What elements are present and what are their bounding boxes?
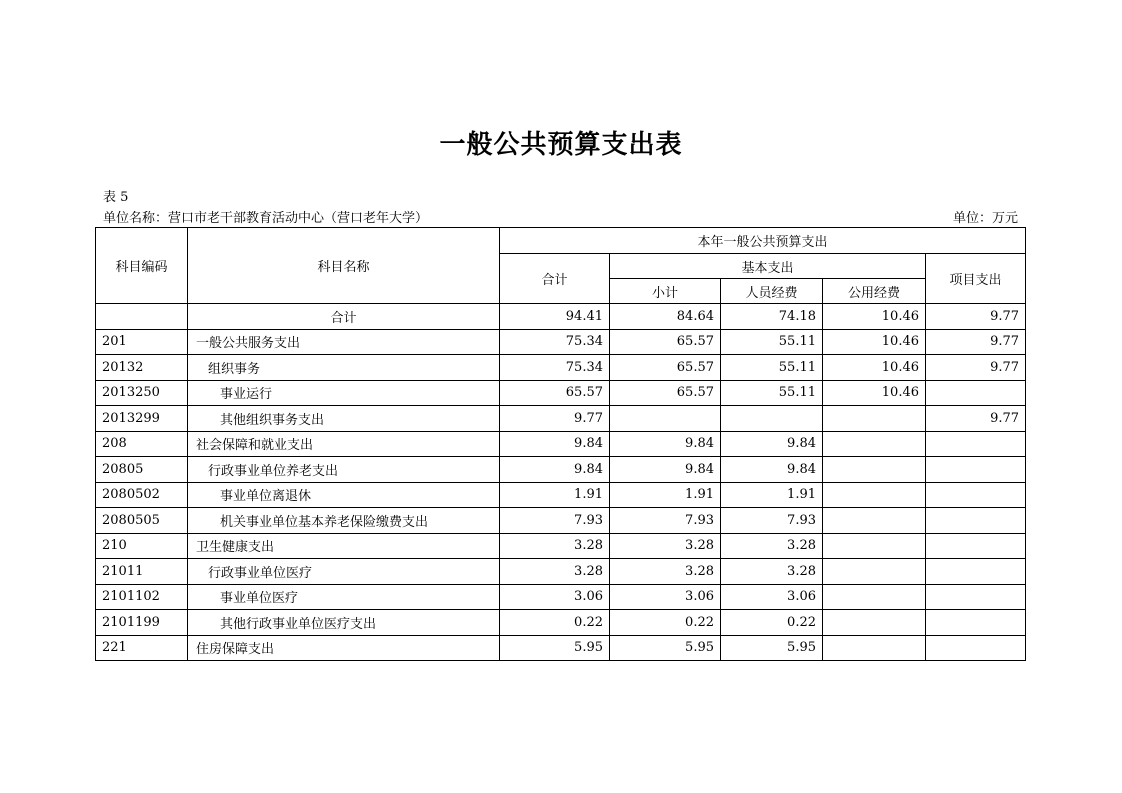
row-subtotal: 3.28: [610, 533, 721, 559]
header-name: 科目名称: [188, 228, 500, 304]
row-project: [926, 533, 1026, 559]
row-project: [926, 635, 1026, 661]
row-subtotal: 3.28: [610, 559, 721, 585]
header-group: 本年一般公共预算支出: [500, 228, 1026, 254]
row-total: 3.28: [500, 533, 610, 559]
row-code: 2013250: [96, 380, 188, 406]
row-personnel: 55.11: [721, 380, 823, 406]
row-subtotal: 5.95: [610, 635, 721, 661]
table-number: 表 5: [103, 190, 129, 205]
row-name: 住房保障支出: [188, 635, 500, 661]
row-project: [926, 584, 1026, 610]
row-total: 9.84: [500, 457, 610, 483]
row-subtotal: 0.22: [610, 610, 721, 636]
row-total: 3.06: [500, 584, 610, 610]
row-name: 机关事业单位基本养老保险缴费支出: [188, 508, 500, 534]
header-personnel: 人员经费: [721, 279, 823, 304]
row-name: 其他组织事务支出: [188, 406, 500, 432]
table-row: [96, 457, 1026, 483]
row-name: 合计: [188, 304, 500, 330]
header-subtotal: 小计: [610, 279, 721, 304]
table-row: [96, 584, 1026, 610]
row-public: 10.46: [823, 355, 926, 381]
row-public: [823, 457, 926, 483]
header-project: 项目支出: [926, 254, 1026, 304]
row-project: 9.77: [926, 304, 1026, 330]
row-total: 0.22: [500, 610, 610, 636]
row-personnel: 1.91: [721, 482, 823, 508]
table-row: [96, 304, 1026, 330]
row-public: [823, 508, 926, 534]
row-code: 2080502: [96, 482, 188, 508]
table-row: [96, 482, 1026, 508]
row-public: [823, 431, 926, 457]
row-subtotal: 84.64: [610, 304, 721, 330]
row-subtotal: 65.57: [610, 380, 721, 406]
budget-table: [95, 227, 1026, 661]
row-project: [926, 559, 1026, 585]
table-row: [96, 508, 1026, 534]
row-project: [926, 457, 1026, 483]
row-personnel: 3.06: [721, 584, 823, 610]
row-personnel: 0.22: [721, 610, 823, 636]
row-subtotal: 3.06: [610, 584, 721, 610]
row-personnel: [721, 406, 823, 432]
row-subtotal: 65.57: [610, 355, 721, 381]
row-public: [823, 482, 926, 508]
table-row: [96, 610, 1026, 636]
row-personnel: 3.28: [721, 533, 823, 559]
row-name: 行政事业单位医疗: [188, 559, 500, 585]
row-public: [823, 610, 926, 636]
row-subtotal: 65.57: [610, 329, 721, 355]
row-project: 9.77: [926, 355, 1026, 381]
header-basic: 基本支出: [610, 254, 926, 279]
row-personnel: 9.84: [721, 457, 823, 483]
row-name: 其他行政事业单位医疗支出: [188, 610, 500, 636]
row-subtotal: 9.84: [610, 431, 721, 457]
row-personnel: 9.84: [721, 431, 823, 457]
row-public: 10.46: [823, 329, 926, 355]
table-row: [96, 380, 1026, 406]
table-row: [96, 355, 1026, 381]
row-total: 65.57: [500, 380, 610, 406]
row-name: 组织事务: [188, 355, 500, 381]
row-subtotal: 9.84: [610, 457, 721, 483]
header-code: 科目编码: [96, 228, 188, 304]
row-public: 10.46: [823, 380, 926, 406]
row-name: 卫生健康支出: [188, 533, 500, 559]
table-row: [96, 559, 1026, 585]
row-project: [926, 508, 1026, 534]
row-personnel: 74.18: [721, 304, 823, 330]
header-total: 合计: [500, 254, 610, 304]
row-code: 208: [96, 431, 188, 457]
row-subtotal: [610, 406, 721, 432]
row-public: [823, 406, 926, 432]
row-name: 事业运行: [188, 380, 500, 406]
row-name: 社会保障和就业支出: [188, 431, 500, 457]
row-project: 9.77: [926, 406, 1026, 432]
unit-name: 单位名称：营口市老干部教育活动中心（营口老年大学）: [103, 211, 429, 226]
row-name: 事业单位医疗: [188, 584, 500, 610]
row-name: 一般公共服务支出: [188, 329, 500, 355]
row-total: 5.95: [500, 635, 610, 661]
row-public: [823, 533, 926, 559]
row-code: 20132: [96, 355, 188, 381]
table-row: [96, 406, 1026, 432]
row-public: [823, 635, 926, 661]
row-public: 10.46: [823, 304, 926, 330]
row-name: 事业单位离退休: [188, 482, 500, 508]
table-row: [96, 431, 1026, 457]
row-project: [926, 482, 1026, 508]
row-code: 2080505: [96, 508, 188, 534]
row-subtotal: 1.91: [610, 482, 721, 508]
row-total: 7.93: [500, 508, 610, 534]
row-personnel: 55.11: [721, 329, 823, 355]
row-total: 75.34: [500, 329, 610, 355]
page-title: 一般公共预算支出表: [439, 130, 683, 160]
row-total: 3.28: [500, 559, 610, 585]
row-code: [96, 304, 188, 330]
row-personnel: 7.93: [721, 508, 823, 534]
row-public: [823, 584, 926, 610]
row-total: 75.34: [500, 355, 610, 381]
row-personnel: 3.28: [721, 559, 823, 585]
table-body: [96, 304, 1026, 661]
row-project: [926, 431, 1026, 457]
header-public: 公用经费: [823, 279, 926, 304]
row-code: 20805: [96, 457, 188, 483]
row-code: 2101199: [96, 610, 188, 636]
row-code: 2101102: [96, 584, 188, 610]
row-code: 21011: [96, 559, 188, 585]
row-code: 2013299: [96, 406, 188, 432]
row-project: [926, 380, 1026, 406]
row-name: 行政事业单位养老支出: [188, 457, 500, 483]
row-total: 9.77: [500, 406, 610, 432]
row-personnel: 5.95: [721, 635, 823, 661]
row-total: 1.91: [500, 482, 610, 508]
row-project: 9.77: [926, 329, 1026, 355]
table-row: [96, 533, 1026, 559]
table-row: [96, 635, 1026, 661]
row-subtotal: 7.93: [610, 508, 721, 534]
row-code: 210: [96, 533, 188, 559]
unit-label: 单位：万元: [952, 211, 1018, 226]
row-project: [926, 610, 1026, 636]
row-personnel: 55.11: [721, 355, 823, 381]
row-public: [823, 559, 926, 585]
table-row: [96, 329, 1026, 355]
row-total: 9.84: [500, 431, 610, 457]
row-code: 221: [96, 635, 188, 661]
row-code: 201: [96, 329, 188, 355]
row-total: 94.41: [500, 304, 610, 330]
